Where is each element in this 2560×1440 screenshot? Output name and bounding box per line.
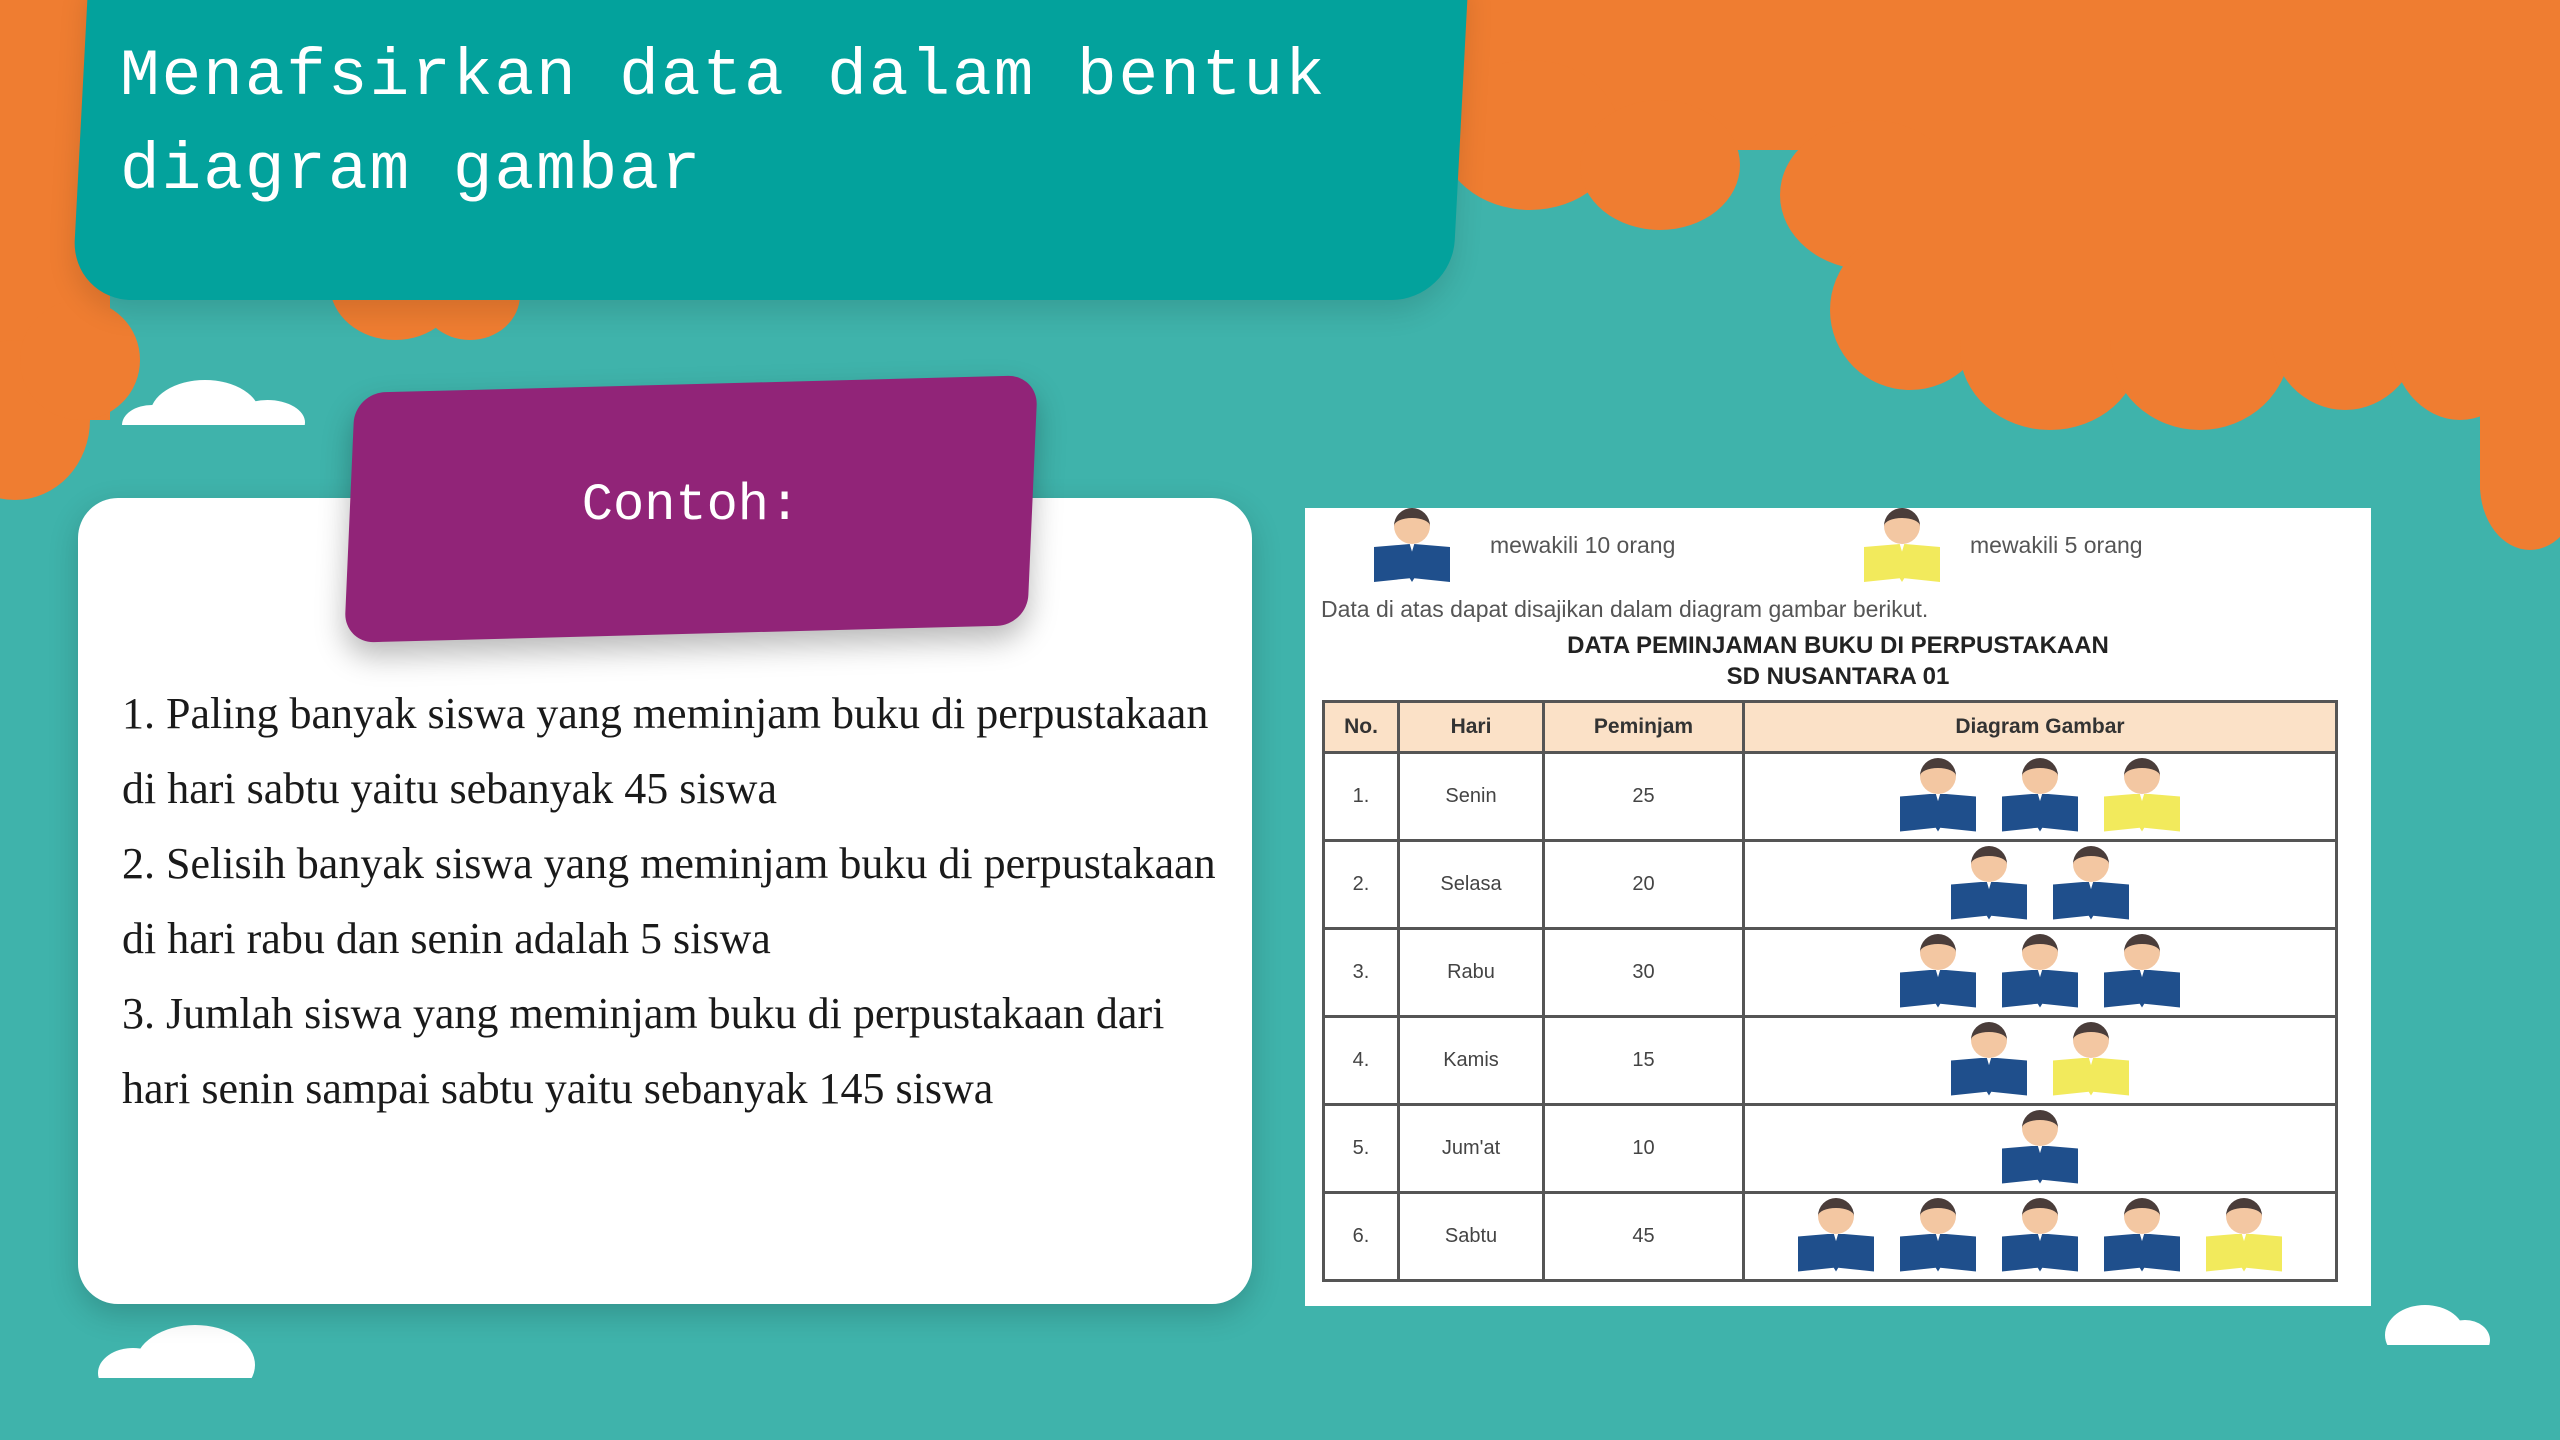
person-book-icon-yellow [2202,1198,2286,1276]
chart-title-line2: SD NUSANTARA 01 [1726,663,1950,690]
row-count: 45 [1544,1193,1744,1281]
orange-cloud-right-2 [1580,100,1740,230]
icon-group [1746,846,2334,924]
row-no: 2. [1324,841,1399,929]
point-2: 2. Selisih banyak siswa yang meminjam buku di perpustakaan di hari rabu dan senin adalah 5 siswa [122,839,1216,963]
row-count: 10 [1544,1105,1744,1193]
row-icons [1744,1193,2337,1281]
row-no: 1. [1324,753,1399,841]
person-book-icon-blue [1998,758,2082,836]
person-book-icon-blue [1370,508,1454,586]
row-count: 20 [1544,841,1744,929]
person-book-icon-blue [2100,1198,2184,1276]
table-row [1324,929,2337,1017]
pictograph-figure [1305,508,2371,1306]
chart-title-line1: DATA PEMINJAMAN BUKU DI PERPUSTAKAAN [1567,632,2109,659]
cloud-bottom-right-base [2370,1345,2510,1375]
person-book-icon-blue [1998,934,2082,1012]
point-1: 1. Paling banyak siswa yang meminjam buku di perpustakaan di hari sabtu yaitu sebanyak 45 siswa [122,689,1209,813]
row-icons [1744,753,2337,841]
table-row [1324,1105,2337,1193]
person-book-icon-blue [1896,934,1980,1012]
person-book-icon-blue [2100,934,2184,1012]
table-row [1324,841,2337,929]
person-book-icon-blue [1998,1198,2082,1276]
row-day: Jum'at [1399,1105,1544,1193]
person-book-icon-yellow [2100,758,2184,836]
person-book-icon-yellow [2049,1022,2133,1100]
legend-half [1860,508,1944,591]
person-book-icon-blue [1896,758,1980,836]
explanation-text [122,676,1232,1126]
page-title: Menafsirkan data dalam bentuk diagram gambar [120,39,1327,208]
row-icons [1744,1017,2337,1105]
person-book-icon-blue [1794,1198,1878,1276]
icon-group [1746,934,2334,1012]
row-count: 25 [1544,753,1744,841]
icon-group [1746,1110,2334,1188]
figure-caption: Data di atas dapat disajikan dalam diagram gambar berikut. [1321,596,1929,622]
legend-half-text: mewakili 5 orang [1970,532,2143,558]
row-no: 6. [1324,1193,1399,1281]
icon-group [1746,1022,2334,1100]
cloud-bottom-left-base [90,1378,270,1408]
person-book-icon-blue [1947,1022,2031,1100]
row-day: Kamis [1399,1017,1544,1105]
row-count: 15 [1544,1017,1744,1105]
legend-full-text: mewakili 10 orang [1490,532,1676,558]
table-row [1324,1193,2337,1281]
person-book-icon-blue [1896,1198,1980,1276]
legend-full [1370,508,1454,591]
table-row [1324,753,2337,841]
example-label: Contoh: [581,476,801,535]
row-day: Selasa [1399,841,1544,929]
orange-decor-right-edge [2480,140,2560,490]
table-row [1324,1017,2337,1105]
row-icons [1744,929,2337,1017]
table-header-row [1324,702,2337,753]
orange-cloud-left-2 [20,300,140,420]
row-count: 30 [1544,929,1744,1017]
row-no: 5. [1324,1105,1399,1193]
icon-group [1746,758,2334,836]
row-day: Sabtu [1399,1193,1544,1281]
person-book-icon-blue [2049,846,2133,924]
person-book-icon-yellow [1860,508,1944,586]
orange-decor-right-fill [1860,140,2560,340]
row-icons [1744,841,2337,929]
row-no: 4. [1324,1017,1399,1105]
point-3: 3. Jumlah siswa yang meminjam buku di perpustakaan dari hari senin sampai sabtu yaitu sebanyak 145 siswa [122,989,1165,1113]
header-count: Peminjam [1544,702,1744,753]
pictograph-table [1322,700,2338,1282]
header-diagram: Diagram Gambar [1744,702,2337,753]
row-icons [1744,1105,2337,1193]
person-book-icon-blue [1998,1110,2082,1188]
header-no: No. [1324,702,1399,753]
row-day: Senin [1399,753,1544,841]
icon-group [1746,1198,2334,1276]
person-book-icon-blue [1947,846,2031,924]
cloud-top-left-base [120,425,310,455]
header-day: Hari [1399,702,1544,753]
row-day: Rabu [1399,929,1544,1017]
row-no: 3. [1324,929,1399,1017]
